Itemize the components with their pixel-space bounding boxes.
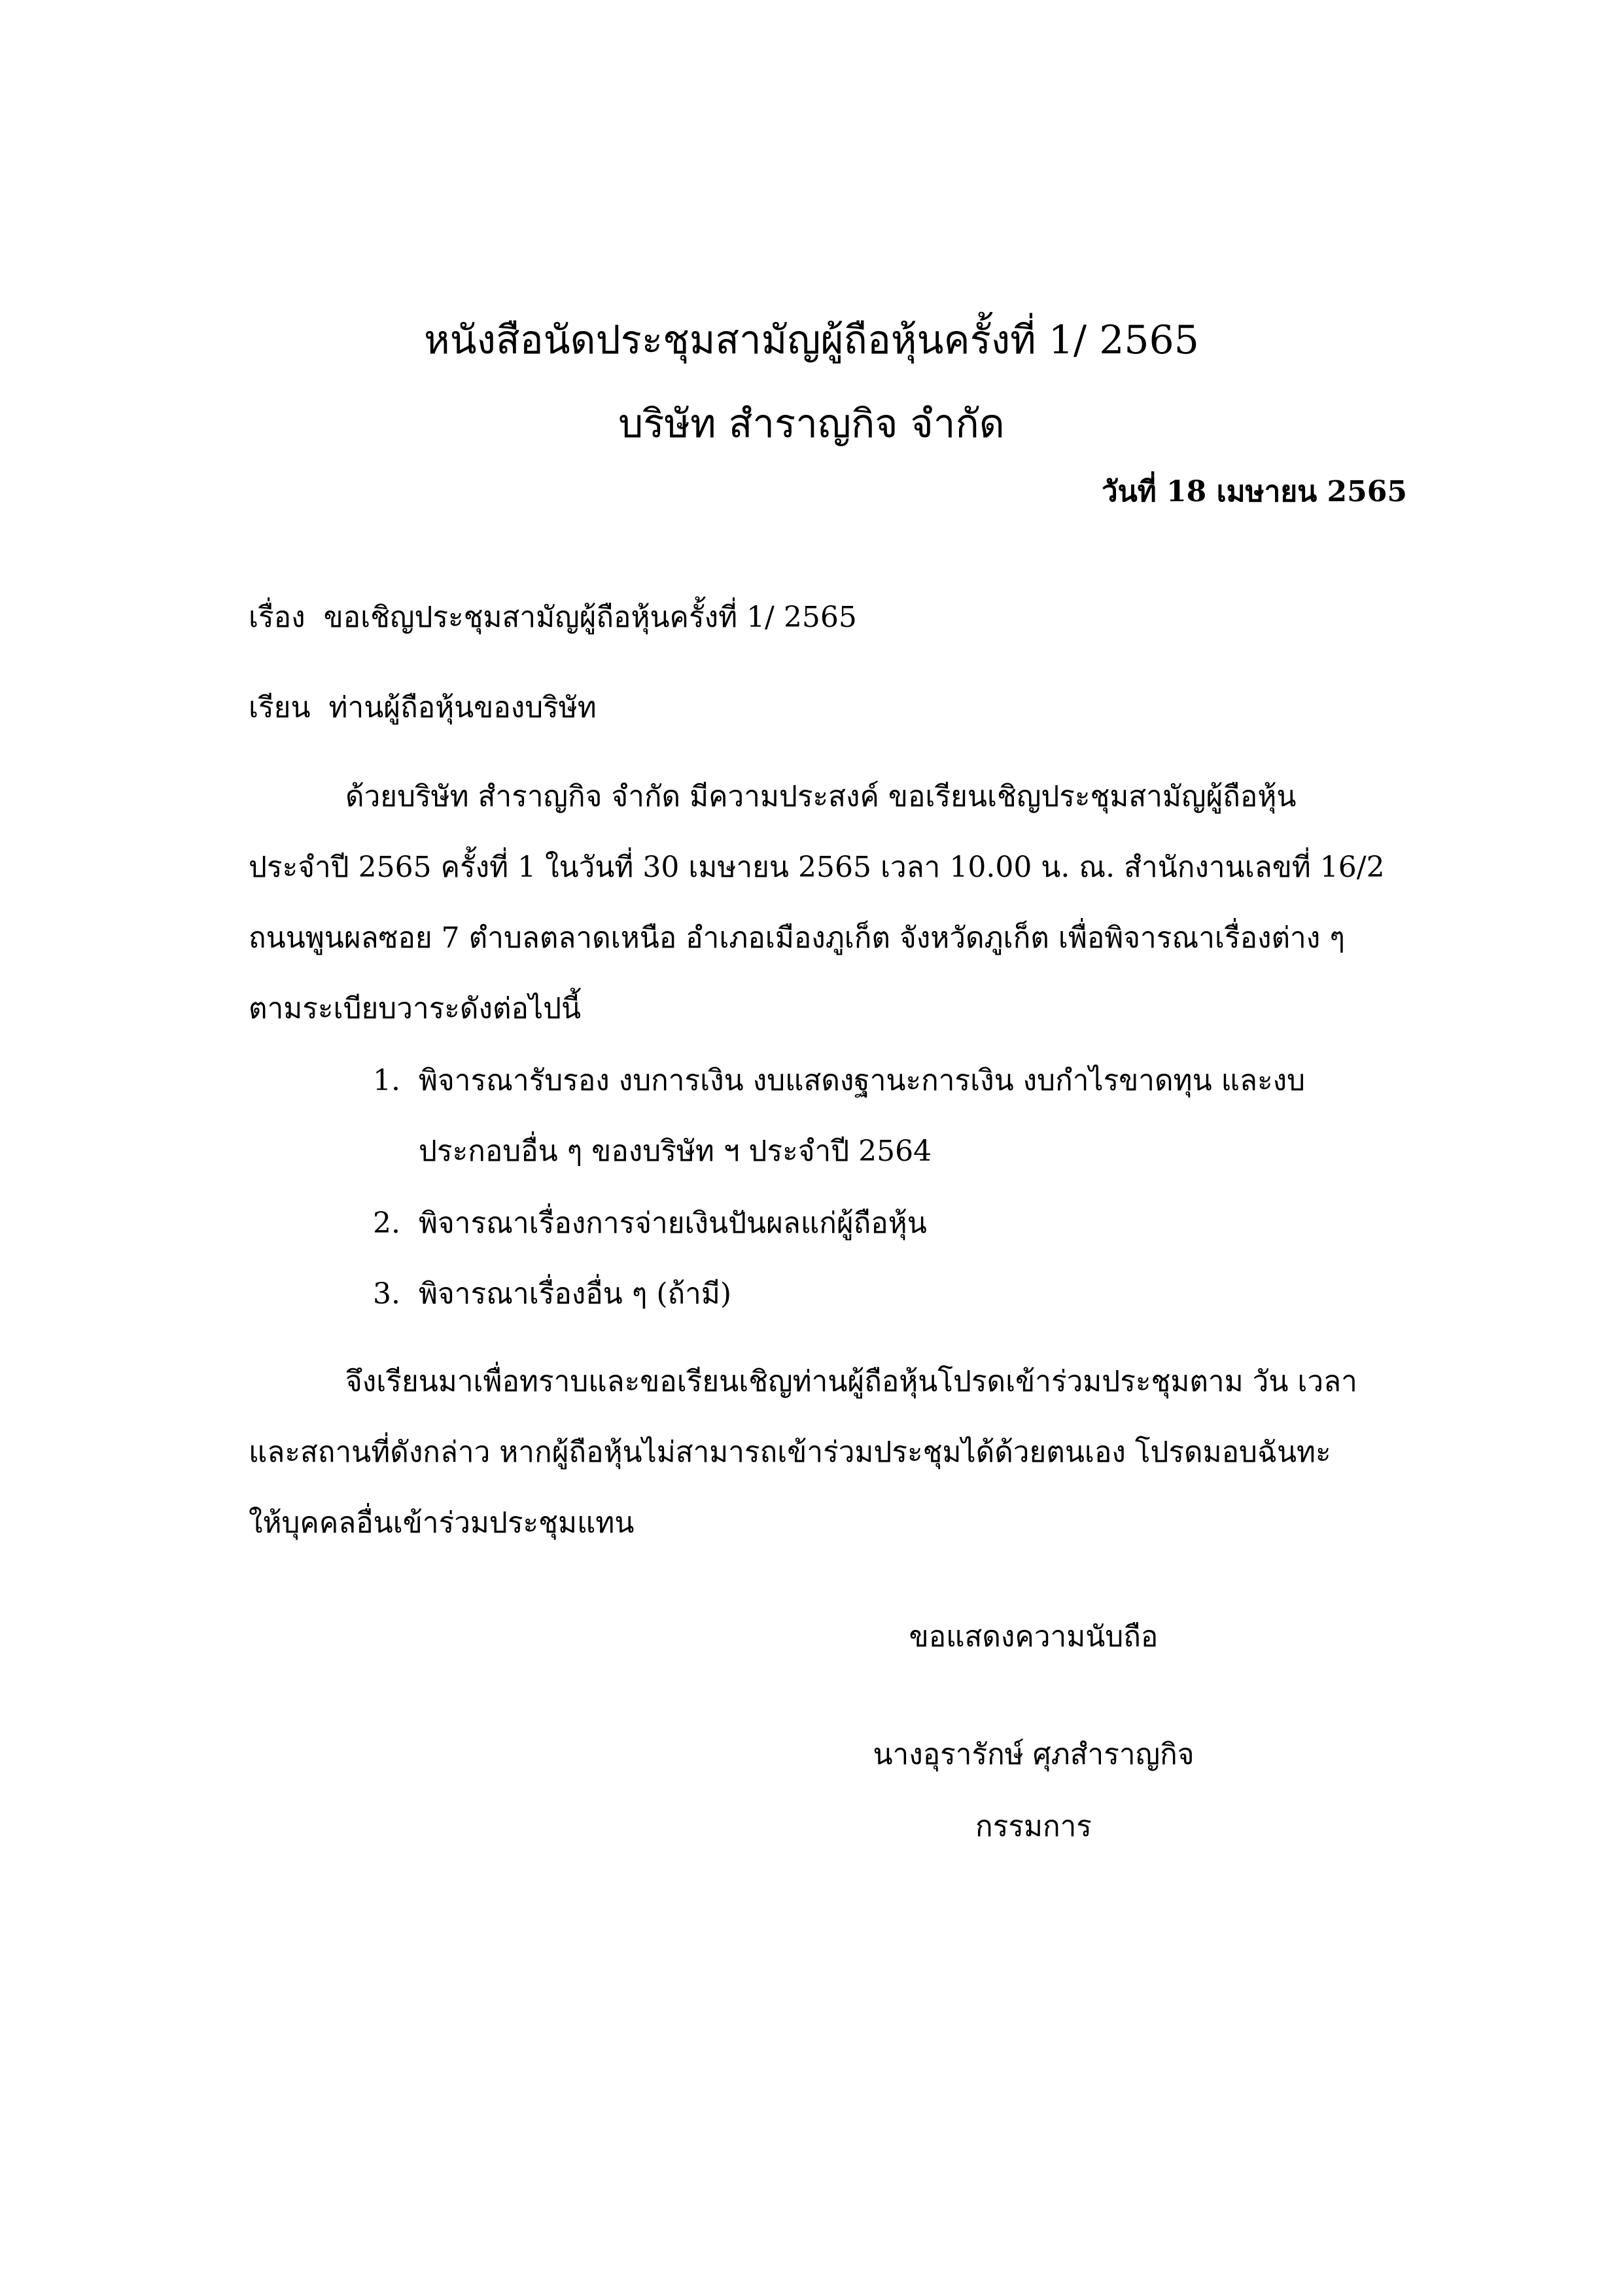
recipient-label: เรียน xyxy=(249,691,311,724)
subject-label: เรื่อง xyxy=(249,601,305,634)
document-date: วันที่ 18 เมษายน 2565 xyxy=(1101,475,1407,508)
company-name: บริษัท สำราญกิจ จำกัด xyxy=(618,401,1005,447)
agenda-item-2-line-1: พิจารณาเรื่องการจ่ายเงินปันผลแก่ผู้ถือหุ้น xyxy=(419,1207,927,1240)
closing-line-3: ให้บุคคลอื่นเข้าร่วมประชุมแทน xyxy=(249,1506,635,1540)
body-line-1: ด้วยบริษัท สำราญกิจ จำกัด มีความประสงค์ ขอเรียนเชิญประชุมสามัญผู้ถือหุ้น xyxy=(345,780,1297,813)
subject-text: ขอเชิญประชุมสามัญผู้ถือหุ้นครั้งที่ 1/ 2565 xyxy=(323,601,857,634)
closing-line-2: และสถานที่ดังกล่าว หากผู้ถือหุ้นไม่สามารถเข้าร่วมประชุมได้ด้วยตนเอง โปรดมอบฉันทะ xyxy=(249,1436,1331,1469)
document-title: หนังสือนัดประชุมสามัญผู้ถือหุ้นครั้งที่ 1/ 2565 xyxy=(424,317,1199,363)
agenda-item-1-line-1: พิจารณารับรอง งบการเงิน งบแสดงฐานะการเงิน งบกำไรขาดทุน และงบ xyxy=(419,1064,1305,1097)
agenda-item-3-line-1: พิจารณาเรื่องอื่น ๆ (ถ้ามี) xyxy=(419,1277,732,1311)
body-line-2: ประจำปี 2565 ครั้งที่ 1 ในวันที่ 30 เมษายน 2565 เวลา 10.00 น. ณ. สำนักงานเลขที่ 16/2 xyxy=(249,851,1385,884)
recipient-line xyxy=(249,691,597,724)
agenda-item-3-number: 3. xyxy=(373,1277,400,1311)
signature-position: กรรมการ xyxy=(975,1810,1092,1843)
subject-line xyxy=(249,603,857,632)
recipient-text: ท่านผู้ถือหุ้นของบริษัท xyxy=(328,691,597,724)
signature-name: นางอุรารักษ์ ศุภสำราญกิจ xyxy=(873,1738,1195,1771)
signature-regards: ขอแสดงความนับถือ xyxy=(909,1620,1159,1653)
agenda-item-1-number: 1. xyxy=(373,1064,400,1097)
body-line-3: ถนนพูนผลซอย 7 ตำบลตลาดเหนือ อำเภอเมืองภูเก็ต จังหวัดภูเก็ต เพื่อพิจารณาเรื่องต่าง ๆ xyxy=(249,921,1345,955)
agenda-item-1-line-2: ประกอบอื่น ๆ ของบริษัท ฯ ประจำปี 2564 xyxy=(419,1135,932,1168)
agenda-item-2-number: 2. xyxy=(373,1207,400,1240)
body-line-4: ตามระเบียบวาระดังต่อไปนี้ xyxy=(249,992,582,1025)
closing-line-1: จึงเรียนมาเพื่อทราบและขอเรียนเชิญท่านผู้ถือหุ้นโปรดเข้าร่วมประชุมตาม วัน เวลา xyxy=(345,1365,1357,1398)
